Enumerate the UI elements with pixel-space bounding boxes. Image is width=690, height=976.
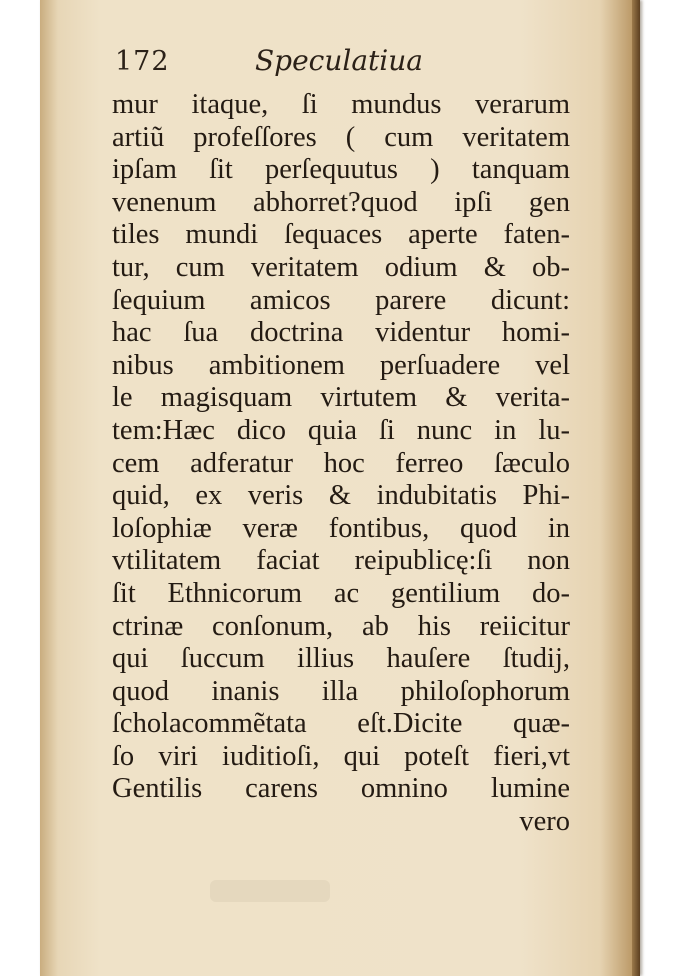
page-edge [632,0,640,976]
text-line: venenum abhorret?quod ipſi gen [112,186,570,218]
text-line: artiũ profeſſores ( cum veritatem [112,121,570,153]
text-line: ſequium amicos parere dicunt: [112,284,570,316]
text-line: le magisquam virtutem & verita- [112,382,570,414]
page-number: 172 [115,46,170,77]
text-line: Gentilis carens omnino lumine [112,773,570,805]
text-line: quod inanis illa philoſophorum [112,675,570,707]
text-line: ſcholacommẽtata eſt.Dicite quæ- [112,708,570,740]
text-line: ſo viri iuditioſi, qui poteſt fieri,vt [112,740,570,772]
text-line: loſophiæ veræ fontibus, quod in [112,512,570,544]
catchword: vero [519,806,570,838]
text-line: tem:Hæc dico quia ſi nunc in lu- [112,414,570,446]
text-line: cem adferatur hoc ferreo ſæculo [112,447,570,479]
text-line: quid, ex veris & indubitatis Phi- [112,480,570,512]
text-line: tiles mundi ſequaces aperte faten- [112,219,570,251]
text-line: hac ſua doctrina videntur homi- [112,317,570,349]
text-line: nibus ambitionem perſuadere vel [112,349,570,381]
text-line: ipſam ſit perſequutus ) tanquam [112,154,570,186]
page-header [115,40,555,80]
body-text [112,89,570,839]
text-line: qui ſuccum illius hauſere ſtudij, [112,643,570,675]
text-line: mur itaque, ſi mundus verarum [112,89,570,120]
text-line: vtilitatem faciat reipublicę:ſi non [112,545,570,577]
text-line: tur, cum veritatem odium & ob- [112,251,570,283]
text-line: ctrinæ conſonum, ab his reiicitur [112,610,570,642]
ink-smudge [210,880,330,902]
running-title: Speculatiua [255,44,423,77]
text-line: ſit Ethnicorum ac gentilium do- [112,577,570,609]
